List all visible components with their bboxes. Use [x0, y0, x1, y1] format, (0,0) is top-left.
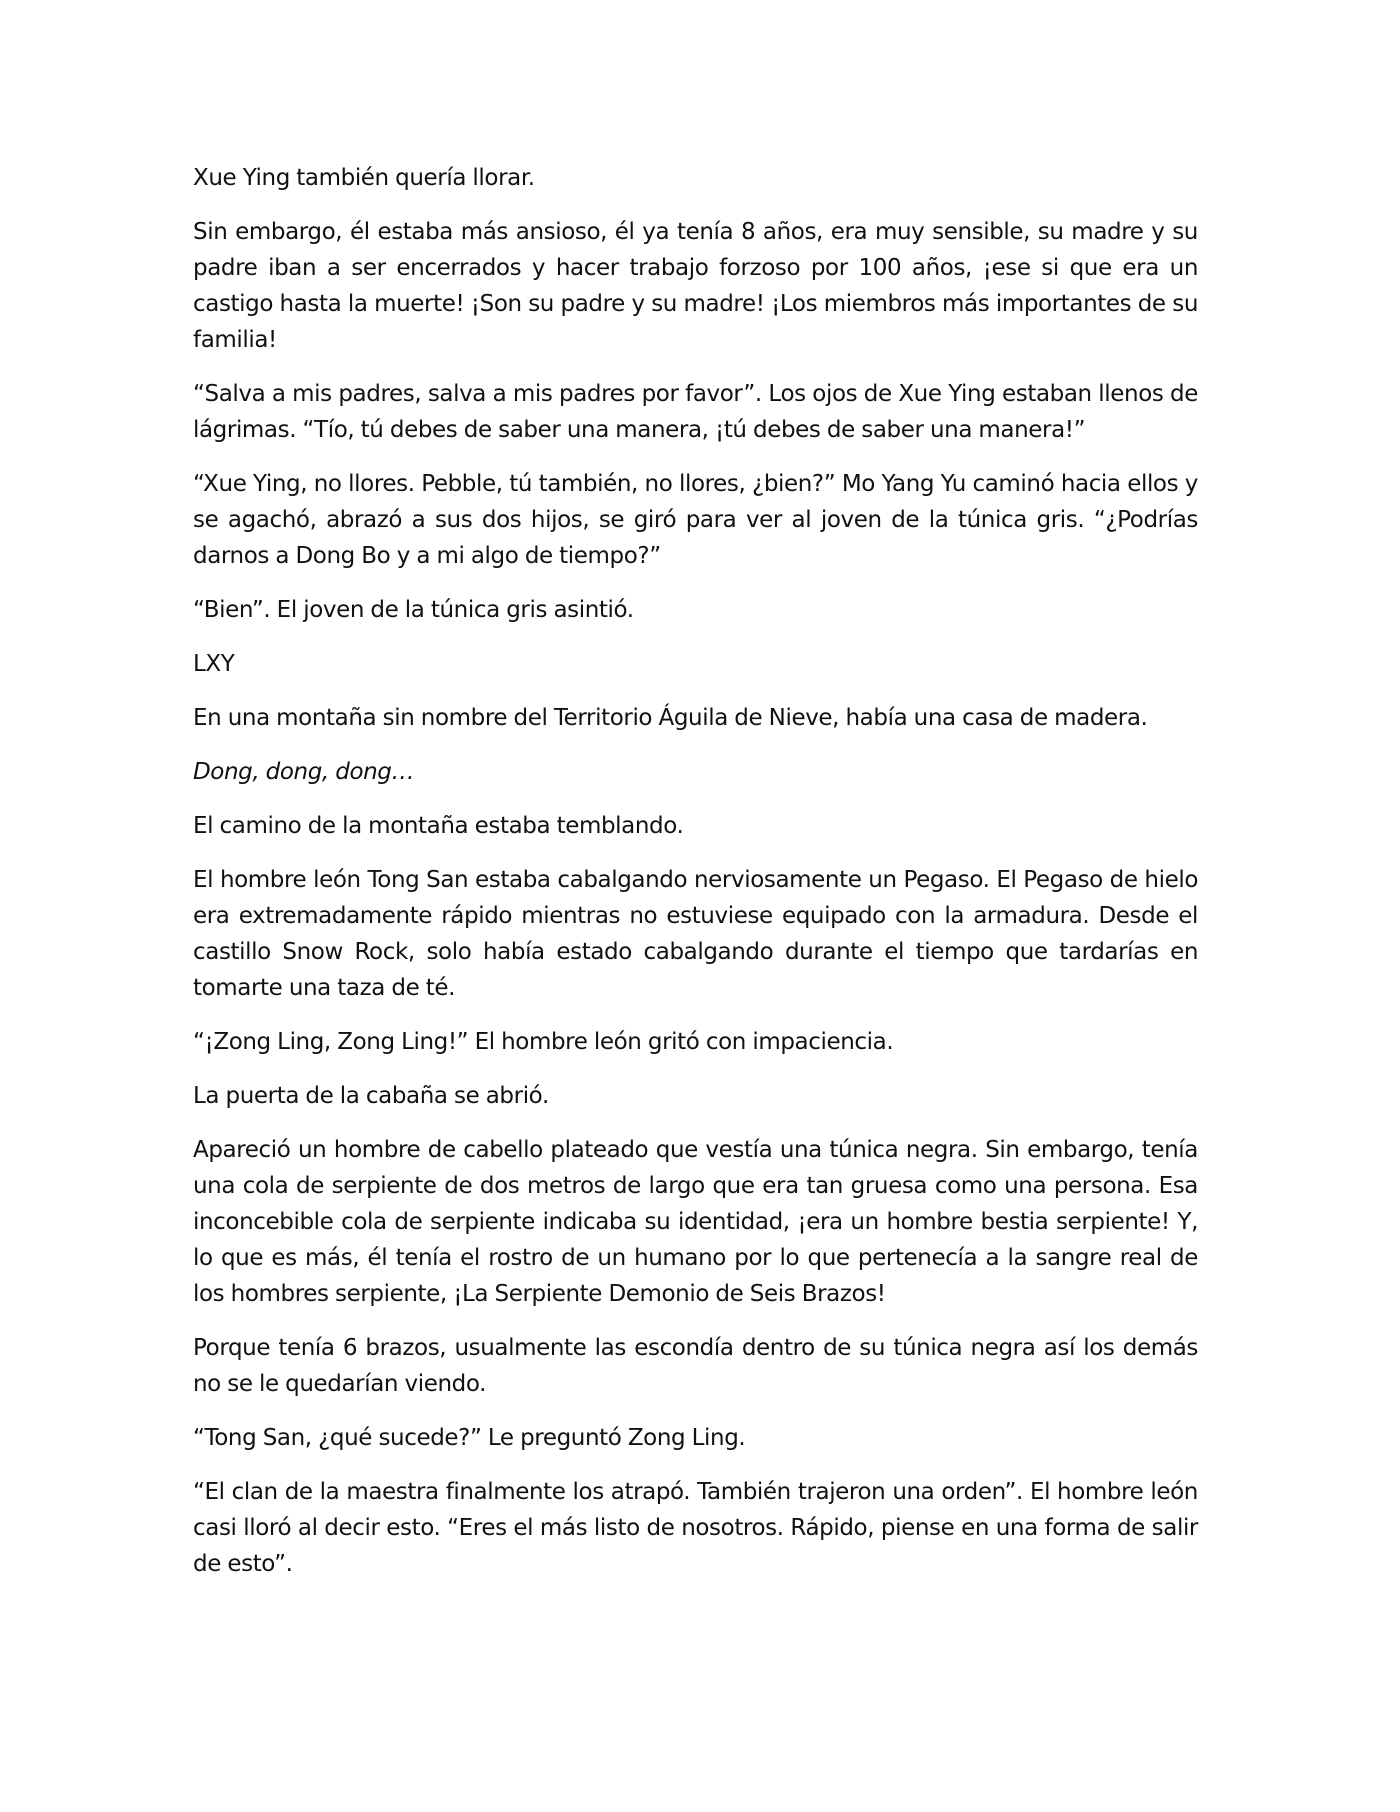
paragraph: Xue Ying también quería llorar. [193, 165, 535, 191]
paragraph: “¡Zong Ling, Zong Ling!” El hombre león gritó con impaciencia. [193, 1029, 894, 1055]
paragraph: Apareció un hombre de cabello plateado que vestía una túnica negra. Sin embargo, tenía una cola de serpiente de dos metros de largo que era tan gruesa como una persona. Esa inconcebible cola de serpiente indicaba su identidad, ¡era un hombre bestia serpiente! Y, lo que es más, él tenía el rostro de un humano por lo que pertenecía a la sangre real de los hombres serpiente, ¡La Serpiente Demonio de Seis Brazos! [193, 1137, 1198, 1307]
paragraph: “Tong San, ¿qué sucede?” Le preguntó Zong Ling. [193, 1425, 746, 1451]
section-separator: LXY [193, 651, 235, 677]
paragraph: “Xue Ying, no llores. Pebble, tú también, no llores, ¿bien?” Mo Yang Yu caminó hacia ellos y se agachó, abrazó a sus dos hijos, se giró para ver al joven de la túnica gris. “¿Podrías darnos a Dong Bo y a mi algo de tiempo?” [193, 471, 1198, 569]
paragraph: Sin embargo, él estaba más ansioso, él ya tenía 8 años, era muy sensible, su madre y su padre iban a ser encerrados y hacer trabajo forzoso por 100 años, ¡ese si que era un castigo hasta la muerte! ¡Son su padre y su madre! ¡Los miembros más importantes de su familia! [193, 219, 1198, 353]
sound-effect-text: Dong, dong, dong… [193, 759, 415, 785]
paragraph: “El clan de la maestra finalmente los atrapó. También trajeron una orden”. El hombre león casi lloró al decir esto. “Eres el más listo de nosotros. Rápido, piense en una forma de salir de esto”. [193, 1479, 1198, 1577]
paragraph: La puerta de la cabaña se abrió. [193, 1083, 549, 1109]
document-body [193, 160, 1198, 1600]
paragraph: “Salva a mis padres, salva a mis padres por favor”. Los ojos de Xue Ying estaban llenos de lágrimas. “Tío, tú debes de saber una manera, ¡tú debes de saber una manera!” [193, 381, 1198, 443]
paragraph: El hombre león Tong San estaba cabalgando nerviosamente un Pegaso. El Pegaso de hielo era extremadamente rápido mientras no estuviese equipado con la armadura. Desde el castillo Snow Rock, solo había estado cabalgando durante el tiempo que tardarías en tomarte una taza de té. [193, 867, 1198, 1001]
paragraph: “Bien”. El joven de la túnica gris asintió. [193, 597, 634, 623]
paragraph: En una montaña sin nombre del Territorio Águila de Nieve, había una casa de madera. [193, 705, 1148, 731]
paragraph: El camino de la montaña estaba temblando. [193, 813, 684, 839]
paragraph: Porque tenía 6 brazos, usualmente las escondía dentro de su túnica negra así los demás no se le quedarían viendo. [193, 1335, 1198, 1397]
